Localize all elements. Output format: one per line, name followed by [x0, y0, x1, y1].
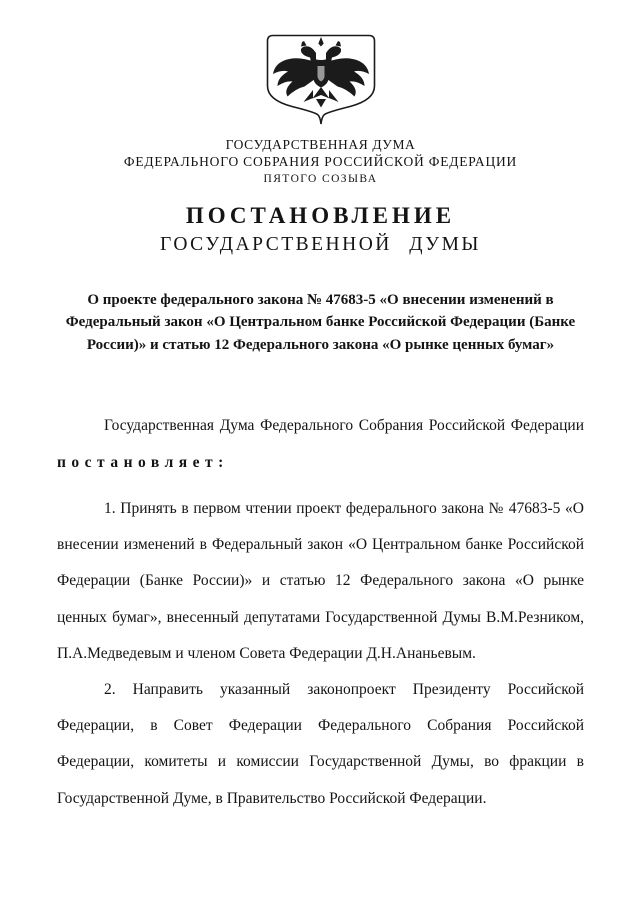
- resolution-point-2: 2. Направить указанный законопроект Президенту Российской Федерации, в Совет Федерации Федерального Собрания Российской Федерации, комитеты и комиссии Государственной Думы, во фракции в Государственной Думе, в Правительство Российской Федерации.: [57, 681, 584, 807]
- emblem-container: [57, 34, 584, 131]
- document-title: [57, 203, 584, 260]
- letterhead-duma: ГОСУДАРСТВЕННАЯ ДУМА: [225, 137, 416, 152]
- resolution-subject: О проекте федерального закона № 47683-5 «О внесении изменений в Федеральный закон «О Центральном банке Российской Федерации (Банке России)» и статью 12 Федерального закона «О рынке ценных бумаг»: [65, 291, 576, 353]
- intro-line: Государственная Дума Федерального Собрания Российской Федерации: [104, 417, 584, 434]
- resolution-point-1: 1. Принять в первом чтении проект федерального закона № 47683-5 «О внесении изменений в Федеральный закон «О Центральном банке Российской Федерации (Банке России)» и статью 12 Федерального закона «О рынке ценных бумаг», внесенный депутатами Государственной Думы В.М.Резником, П.А.Медведевым и членом Совета Федерации Д.Н.Ананьевым.: [57, 500, 584, 662]
- resolution-body: [57, 408, 584, 817]
- document-issuer-title: ГОСУДАРСТВЕННОЙ ДУМЫ: [160, 233, 481, 255]
- letterhead-assembly: ФЕДЕРАЛЬНОГО СОБРАНИЯ РОССИЙСКОЙ ФЕДЕРАЦИИ: [123, 153, 518, 169]
- document-type-title: ПОСТАНОВЛЕНИЕ: [185, 202, 456, 228]
- letterhead-convocation: ПЯТОГО СОЗЫВА: [263, 173, 378, 185]
- resolves-line: [57, 444, 584, 481]
- letterhead: [57, 137, 584, 188]
- resolves-word: постановляет:: [57, 454, 229, 471]
- coat-of-arms-icon: [266, 113, 376, 130]
